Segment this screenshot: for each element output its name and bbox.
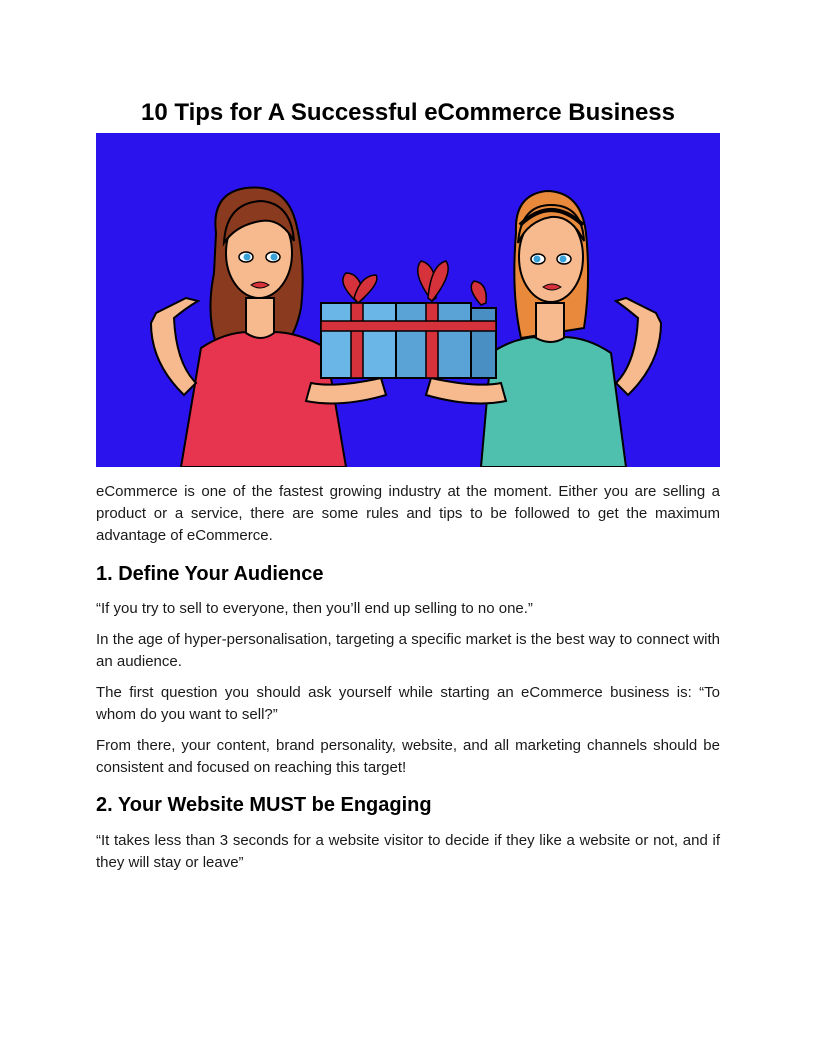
page-title: 10 Tips for A Successful eCommerce Business bbox=[141, 99, 675, 126]
document-page bbox=[96, 96, 720, 874]
intro-paragraph: eCommerce is one of the fastest growing industry at the moment. Either you are selling a product or a service, there are some rules and tips to be followed to get the maximum advantage of eCommerce. bbox=[96, 483, 720, 544]
two-women-holding-gifts-illustration bbox=[96, 133, 720, 467]
hero-illustration bbox=[96, 133, 720, 467]
section-paragraph: “It takes less than 3 seconds for a website visitor to decide if they like a website or not, and if they will stay or leave” bbox=[96, 832, 720, 871]
section-website-engaging bbox=[96, 791, 720, 874]
section-paragraph: “If you try to sell to everyone, then you’ll end up selling to no one.” bbox=[96, 600, 533, 617]
section-define-audience bbox=[96, 560, 720, 779]
section-paragraph: From there, your content, brand personality, website, and all marketing channels should be consistent and focused on reaching this target! bbox=[96, 737, 720, 776]
section-heading: 1. Define Your Audience bbox=[96, 563, 324, 585]
section-heading: 2. Your Website MUST be Engaging bbox=[96, 794, 432, 816]
section-paragraph: In the age of hyper-personalisation, targeting a specific market is the best way to connect with an audience. bbox=[96, 631, 720, 670]
section-paragraph: The first question you should ask yourself while starting an eCommerce business is: “To whom do you want to sell?” bbox=[96, 684, 720, 723]
